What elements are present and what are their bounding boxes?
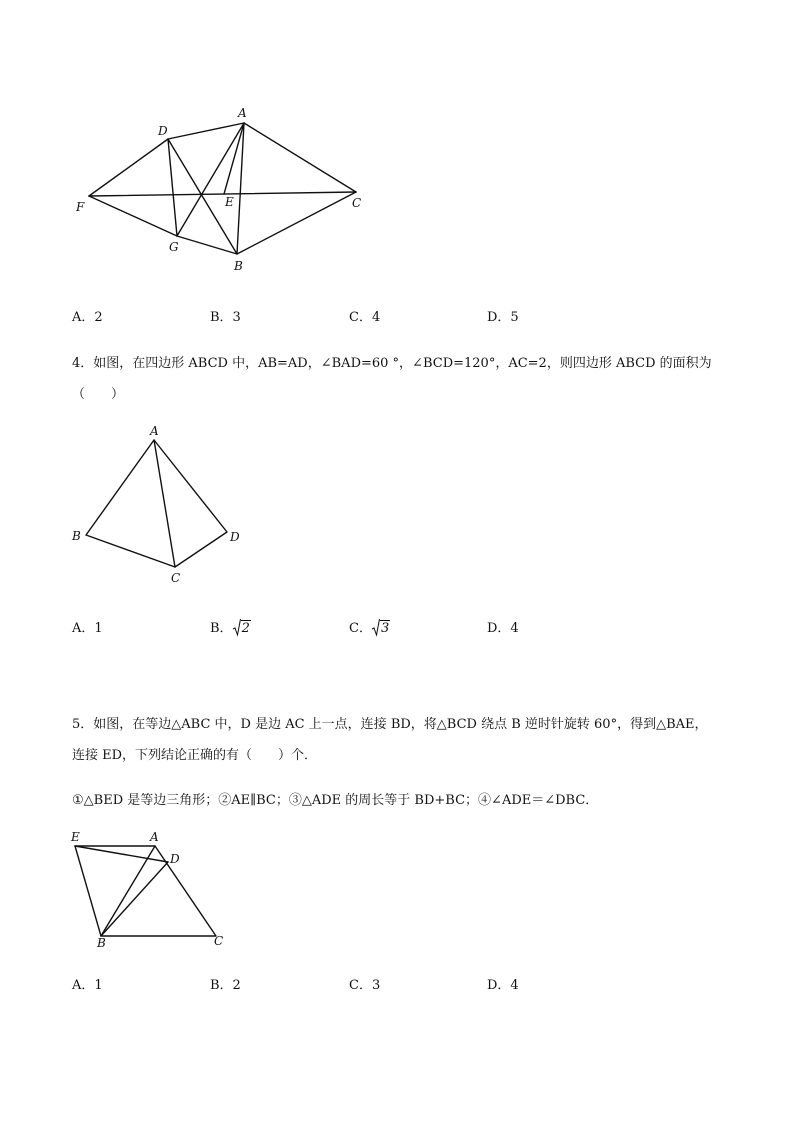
q4-question-line2: （ ） (72, 387, 125, 402)
q3-label-d: D (158, 124, 168, 138)
q3-label-g: G (169, 240, 179, 254)
q4-option-d: D．4 (487, 621, 519, 636)
q4-option-b-radicand: 2 (241, 621, 250, 636)
q5-statements: ①△BED 是等边三角形；②AE∥BC；③△ADE 的周长等于 BD+BC；④∠ADE＝∠DBC． (72, 793, 599, 808)
q5-triangle-abc (101, 846, 216, 936)
q5-label-d: D (170, 852, 180, 866)
q3-option-c: C．4 (349, 310, 381, 325)
q4-option-c-prefix: C． (349, 621, 372, 636)
q5-label-c: C (214, 934, 224, 948)
q3-segment-ag (177, 123, 244, 236)
q4-option-c-radicand: 3 (380, 621, 390, 636)
q5-option-b: B．2 (210, 978, 241, 993)
q5-option-a: A．1 (72, 978, 103, 993)
q3-label-f: F (76, 200, 85, 214)
q4-label-a: A (150, 424, 159, 438)
q5-segment-eb (75, 846, 101, 936)
q4-option-c (349, 617, 390, 640)
sqrt-sign-icon (233, 618, 241, 640)
q4-option-b-prefix: B． (210, 621, 233, 636)
q3-label-e: E (225, 195, 234, 209)
q3-outline-fgbc (89, 192, 356, 254)
q4-option-a: A．1 (72, 621, 103, 636)
q5-label-a: A (150, 830, 159, 844)
q3-segment-dg (168, 139, 177, 236)
q3-label-a: A (238, 106, 247, 120)
q4-question-line1: 4．如图，在四边形 ABCD 中，AB=AD，∠BAD=60 °，∠BCD=120°，AC=2，则四边形 ABCD 的面积为 (72, 356, 712, 371)
sqrt-sign-icon (372, 618, 380, 640)
q5-label-b: B (97, 936, 106, 950)
q4-label-b: B (72, 529, 81, 543)
q3-figure (0, 0, 794, 290)
q3-segment-fc (89, 192, 356, 196)
q3-label-c: C (352, 196, 362, 210)
q5-option-d: D．4 (487, 978, 519, 993)
q5-label-e: E (71, 830, 80, 844)
q4-option-b (210, 617, 251, 640)
q4-figure (0, 420, 794, 595)
q5-option-c: C．3 (349, 978, 381, 993)
q4-label-d: D (230, 530, 240, 544)
q3-option-b: B．3 (210, 310, 241, 325)
q4-segment-ac (154, 440, 175, 567)
q5-question-line2: 连接 ED，下列结论正确的有（ ）个． (72, 748, 318, 763)
q3-label-b: B (234, 259, 243, 273)
q3-option-d: D．5 (487, 310, 519, 325)
q5-question-line1: 5．如图，在等边△ABC 中，D 是边 AC 上一点，连接 BD，将△BCD 绕点 B 逆时针旋转 60°，得到△BAE， (72, 717, 708, 732)
q5-segment-bd (101, 862, 168, 936)
q4-label-c: C (171, 571, 181, 585)
q3-option-a: A．2 (72, 310, 103, 325)
q5-figure (0, 825, 794, 955)
